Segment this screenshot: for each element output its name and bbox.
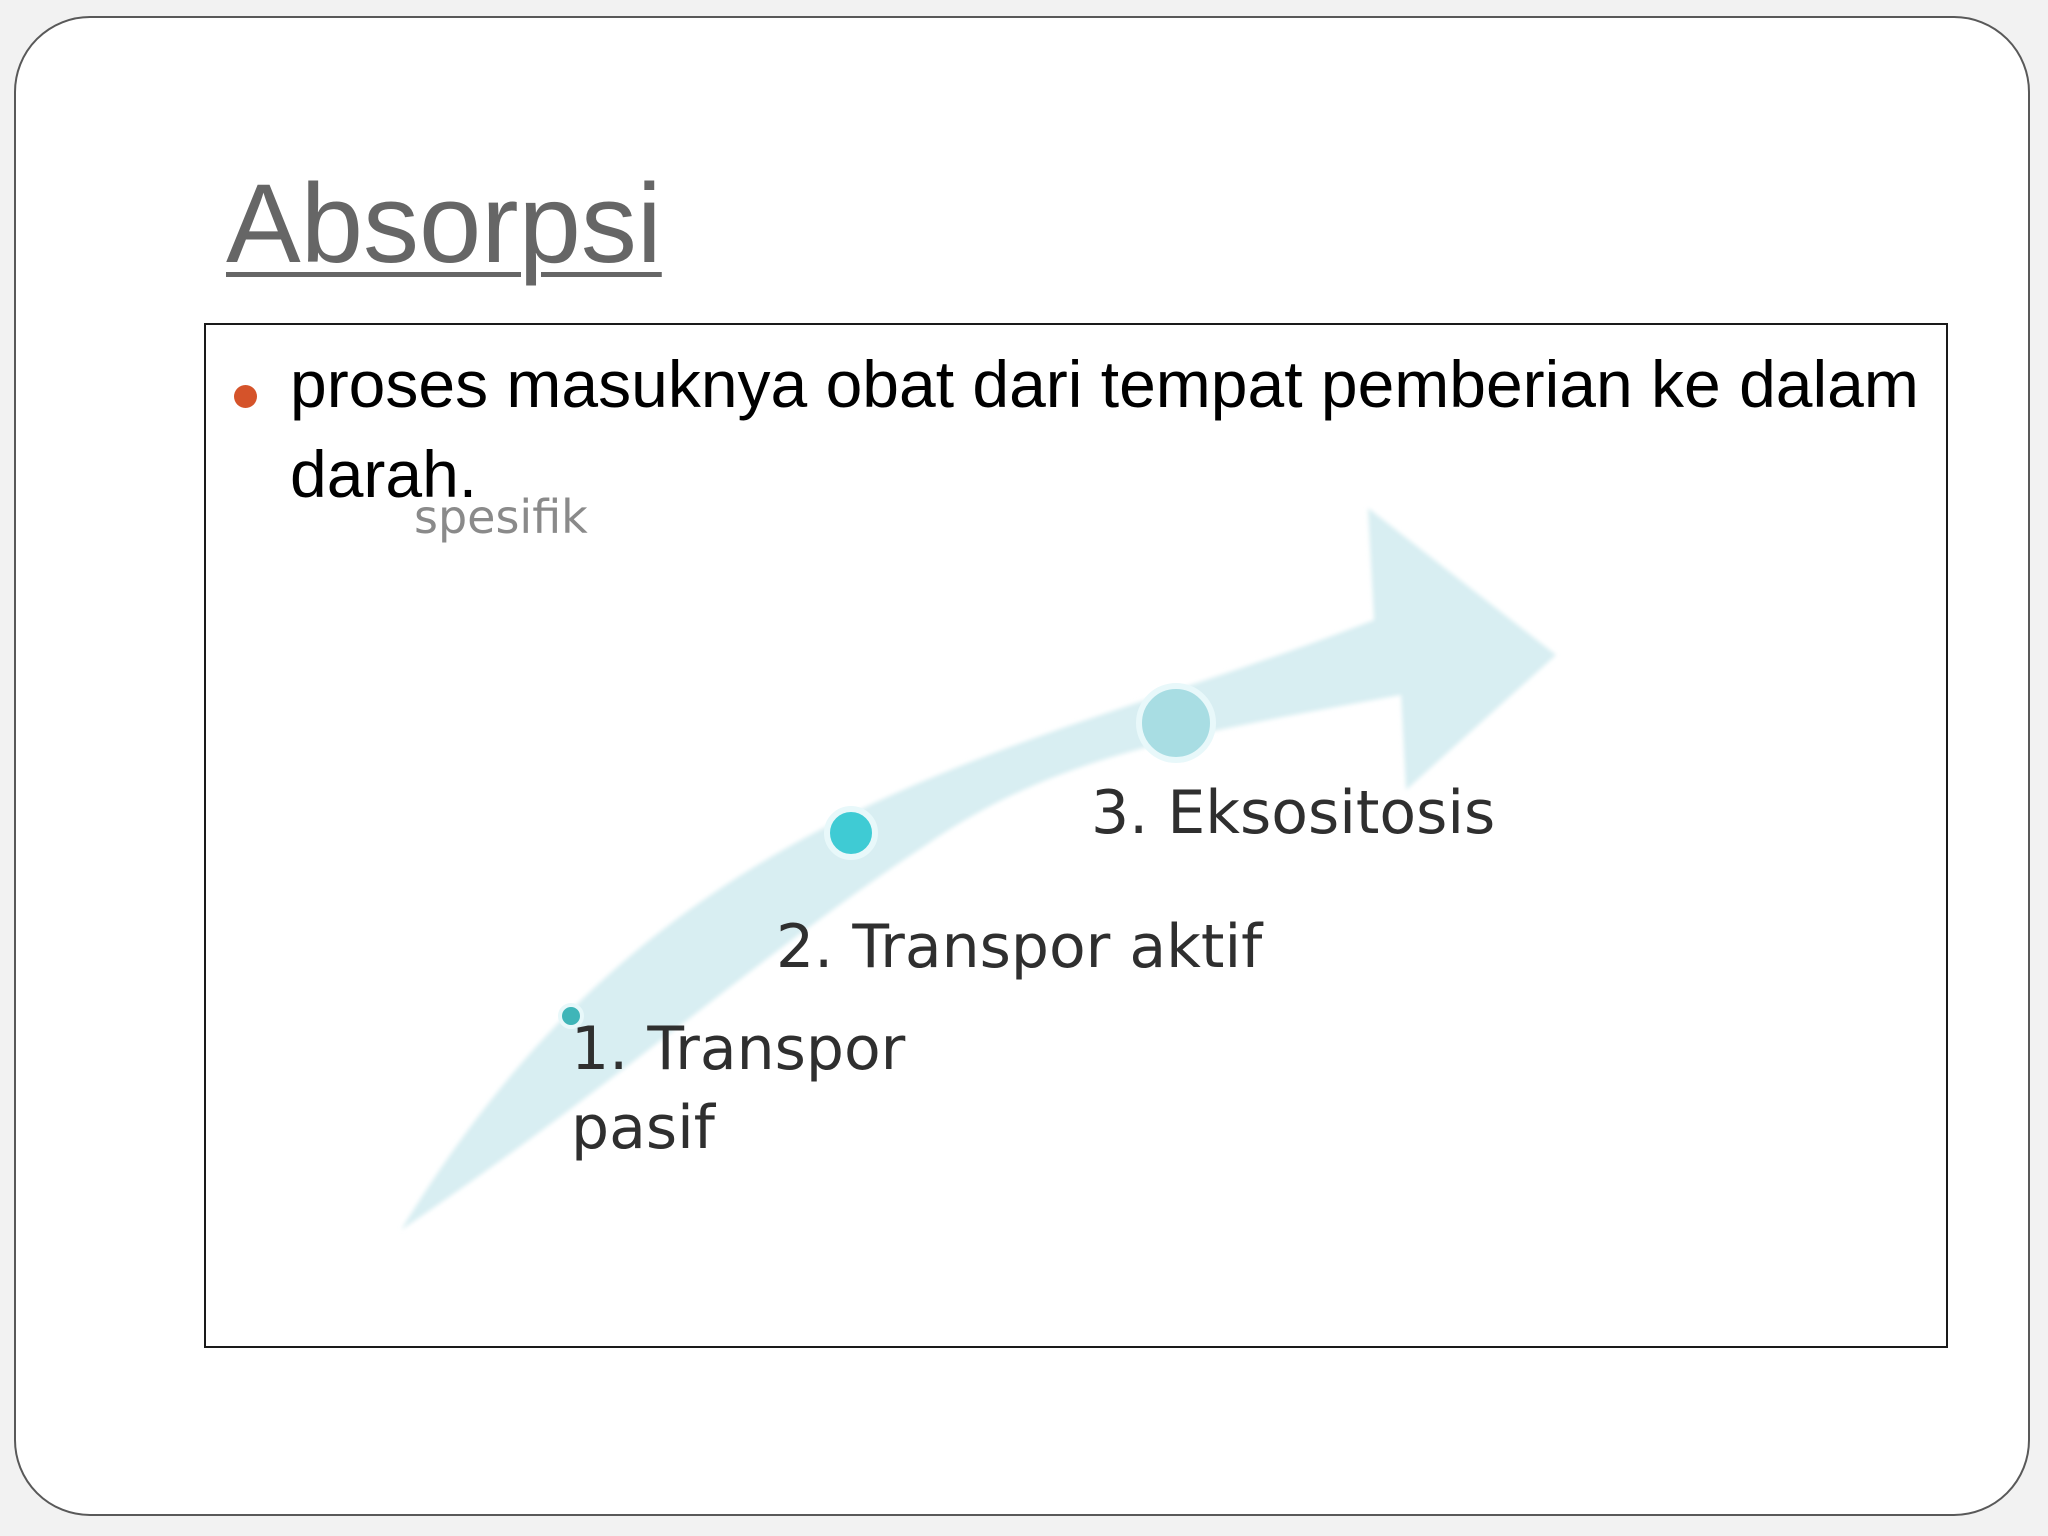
content-box (204, 323, 1948, 1348)
step-3-dot (1139, 686, 1213, 760)
bullet-item (234, 339, 1924, 519)
bullet-dot-icon (234, 385, 257, 408)
step-2-dot (827, 809, 875, 857)
step-2-label: 2. Transpor aktif (776, 912, 1263, 982)
step-1-label-line2: pasif (571, 1093, 715, 1163)
bullet-text: proses masuknya obat dari tempat pemberian ke dalam darah. (290, 347, 1919, 511)
step-1-label-line1: 1. Transpor (571, 1014, 906, 1084)
step-3-label: 3. Eksositosis (1091, 778, 1496, 848)
partial-label: spesifik (414, 490, 588, 544)
slide-title: Absorpsi (226, 161, 662, 286)
